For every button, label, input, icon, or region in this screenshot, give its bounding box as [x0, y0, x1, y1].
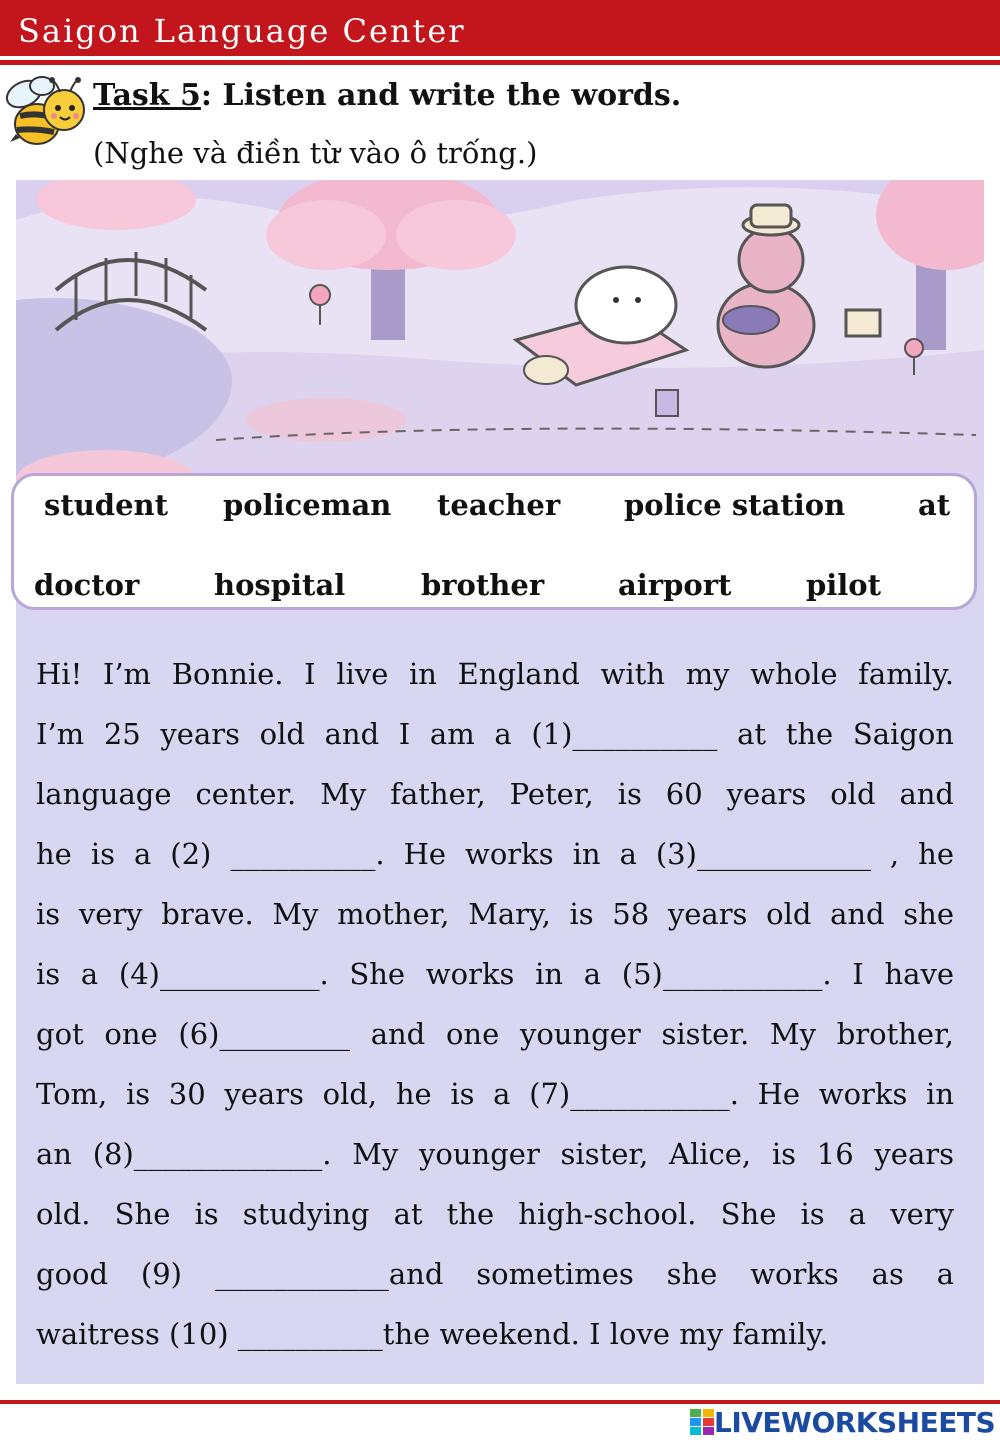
task-number: Task 5	[93, 78, 201, 113]
word-bank-item[interactable]: police station	[624, 488, 846, 522]
liveworksheets-brand-text: LIVEWORKSHEETS	[714, 1405, 996, 1439]
passage-line: is very brave. My mother, Mary, is 58 years old and she	[36, 897, 954, 931]
task-title	[93, 78, 681, 113]
bee-icon	[2, 72, 92, 156]
word-bank-item[interactable]: brother	[421, 568, 545, 602]
footer-divider	[0, 1400, 1000, 1404]
passage-line: old. She is studying at the high-school. She is a very	[36, 1197, 954, 1231]
header-bar	[0, 0, 1000, 56]
passage-line: an (8)_____________. My younger sister, Alice, is 16 years	[36, 1137, 954, 1171]
passage-text	[36, 644, 954, 1364]
liveworksheets-logo-icon	[690, 1409, 714, 1435]
word-bank-item[interactable]: at	[918, 488, 951, 522]
word-bank-item[interactable]: airport	[618, 568, 732, 602]
task-subtitle: (Nghe và điền từ vào ô trống.)	[93, 136, 538, 170]
word-bank-item[interactable]: policeman	[223, 488, 392, 522]
passage-line: language center. My father, Peter, is 60 years old and	[36, 777, 954, 811]
passage-line: he is a (2) __________. He works in a (3)____________ , he	[36, 837, 954, 871]
header-divider	[0, 60, 1000, 65]
picnic-scene-illustration	[16, 180, 984, 480]
passage-line: Tom, is 30 years old, he is a (7)___________. He works in	[36, 1077, 954, 1111]
passage-line: good (9) ____________and sometimes she works as a	[36, 1257, 954, 1291]
passage-line: I’m 25 years old and I am a (1)__________ at the Saigon	[36, 717, 954, 751]
word-bank-item[interactable]: teacher	[437, 488, 561, 522]
liveworksheets-logo[interactable]	[690, 1406, 995, 1438]
header-title: Saigon Language Center	[18, 12, 466, 50]
word-bank-item[interactable]: hospital	[214, 568, 346, 602]
task-instruction: : Listen and write the words.	[200, 78, 682, 113]
passage-line: is a (4)___________. She works in a (5)___________. I have	[36, 957, 954, 991]
passage-line: Hi! I’m Bonnie. I live in England with my whole family.	[36, 657, 954, 691]
word-bank-item[interactable]: pilot	[806, 568, 882, 602]
passage-line: got one (6)_________ and one younger sister. My brother,	[36, 1017, 954, 1051]
word-bank	[11, 473, 977, 610]
passage-line: waitress (10) __________the weekend. I love my family.	[36, 1317, 829, 1351]
word-bank-item[interactable]: student	[44, 488, 169, 522]
word-bank-item[interactable]: doctor	[34, 568, 140, 602]
